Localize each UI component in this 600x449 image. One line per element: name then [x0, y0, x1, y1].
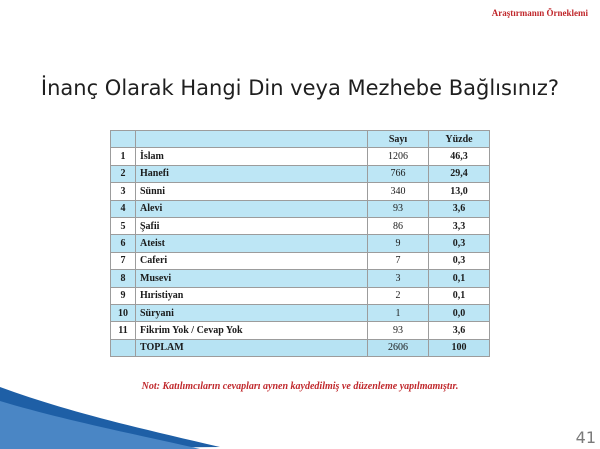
column-header-percent: Yüzde — [429, 131, 490, 148]
row-count: 7 — [368, 252, 429, 269]
table-row — [111, 183, 490, 200]
row-index: 9 — [111, 287, 136, 304]
row-count: 9 — [368, 235, 429, 252]
row-label: Caferi — [136, 252, 368, 269]
table-header-row — [111, 131, 490, 148]
row-index: 5 — [111, 217, 136, 234]
table-row — [111, 165, 490, 182]
row-count: 340 — [368, 183, 429, 200]
row-count: 93 — [368, 322, 429, 339]
header-tag: Araştırmanın Örneklemi — [491, 8, 588, 18]
row-percent: 0,3 — [429, 235, 490, 252]
row-label: Fikrim Yok / Cevap Yok — [136, 322, 368, 339]
row-index: 11 — [111, 322, 136, 339]
table-row — [111, 304, 490, 321]
row-label: Hanefi — [136, 165, 368, 182]
column-header — [111, 131, 136, 148]
row-label: Alevi — [136, 200, 368, 217]
column-header — [136, 131, 368, 148]
row-label: Şafii — [136, 217, 368, 234]
row-label: Ateist — [136, 235, 368, 252]
row-index: 1 — [111, 148, 136, 165]
row-label: Hıristiyan — [136, 287, 368, 304]
column-header-count: Sayı — [368, 131, 429, 148]
table-row — [111, 322, 490, 339]
row-percent: 0,0 — [429, 304, 490, 321]
row-count: 2 — [368, 287, 429, 304]
row-percent: 0,3 — [429, 252, 490, 269]
row-percent: 29,4 — [429, 165, 490, 182]
row-percent: 3,3 — [429, 217, 490, 234]
row-count: 1 — [368, 304, 429, 321]
page-number: 41 — [575, 428, 596, 447]
table-row — [111, 235, 490, 252]
row-index: 8 — [111, 270, 136, 287]
row-label: Sünni — [136, 183, 368, 200]
row-percent: 0,1 — [429, 287, 490, 304]
total-count: 2606 — [368, 339, 429, 356]
footnote: Not: Katılımcıların cevapları aynen kaydedilmiş ve düzenleme yapılmamıştır. — [141, 381, 459, 392]
row-index: 2 — [111, 165, 136, 182]
row-percent: 3,6 — [429, 200, 490, 217]
row-count: 86 — [368, 217, 429, 234]
row-count: 766 — [368, 165, 429, 182]
total-index-cell — [111, 339, 136, 356]
row-label: Süryani — [136, 304, 368, 321]
row-index: 10 — [111, 304, 136, 321]
row-label: Musevi — [136, 270, 368, 287]
row-count: 3 — [368, 270, 429, 287]
table-total-row — [111, 339, 490, 356]
results-table — [110, 130, 490, 357]
table-row — [111, 287, 490, 304]
total-label: TOPLAM — [136, 339, 368, 356]
row-percent: 3,6 — [429, 322, 490, 339]
row-percent: 0,1 — [429, 270, 490, 287]
total-percent: 100 — [429, 339, 490, 356]
decorative-swoosh — [0, 379, 220, 449]
slide-title: İnanç Olarak Hangi Din veya Mezhebe Bağlısınız? — [40, 76, 560, 100]
row-index: 3 — [111, 183, 136, 200]
row-index: 7 — [111, 252, 136, 269]
row-label: İslam — [136, 148, 368, 165]
row-index: 4 — [111, 200, 136, 217]
row-count: 93 — [368, 200, 429, 217]
table-row — [111, 270, 490, 287]
row-count: 1206 — [368, 148, 429, 165]
table-row — [111, 217, 490, 234]
row-percent: 13,0 — [429, 183, 490, 200]
row-index: 6 — [111, 235, 136, 252]
table-body — [111, 148, 490, 339]
table-row — [111, 200, 490, 217]
table-row — [111, 148, 490, 165]
table-row — [111, 252, 490, 269]
row-percent: 46,3 — [429, 148, 490, 165]
